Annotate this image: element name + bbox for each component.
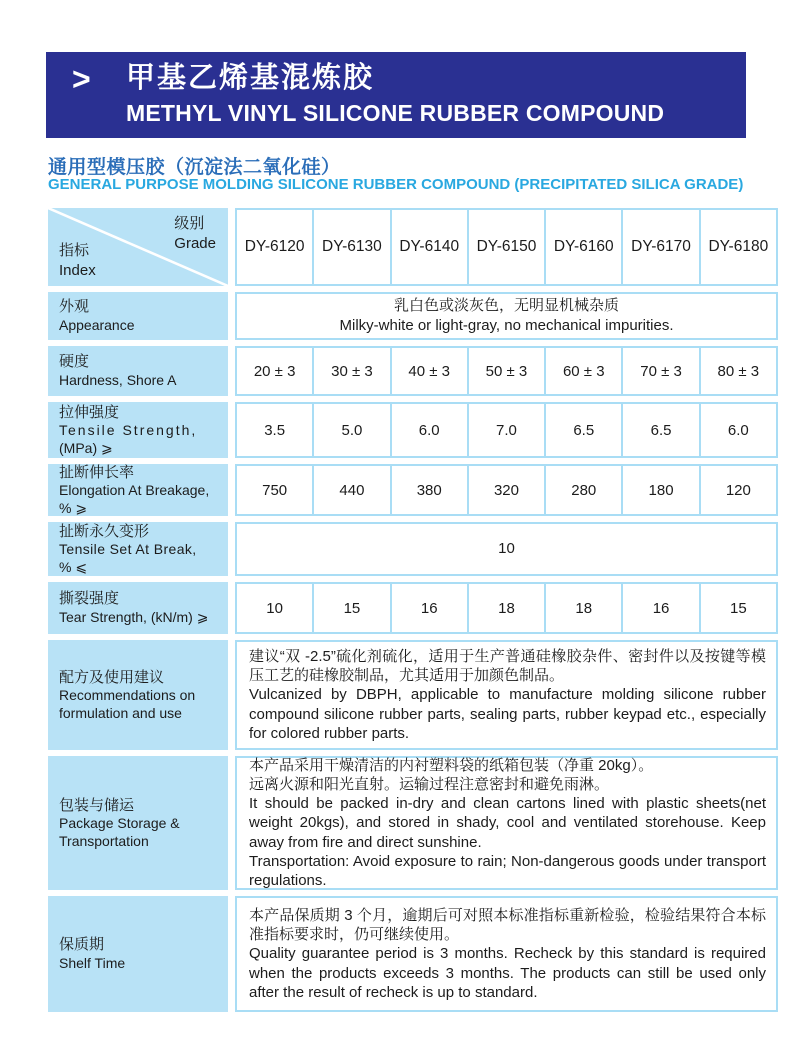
row-values-box xyxy=(235,464,778,516)
recommendations-text-en: Vulcanized by DBPH, applicable to manufacture molding silicone rubber compound silicone rubber parts, sealing parts, rubber keypad etc., especially for colored rubber parts. xyxy=(249,686,766,742)
row-label-en: Elongation At Breakage, xyxy=(59,481,210,498)
table-row-recommendations xyxy=(48,640,778,750)
shelf-text-cn: 本产品保质期 3 个月，逾期后可对照本标准指标重新检验，检验结果符合本标准指标要求时，仍可继续使用。 xyxy=(249,907,766,944)
row-label-unit: % ⩽ xyxy=(59,558,88,575)
row-values-box xyxy=(235,346,778,396)
row-label-cn: 撕裂强度 xyxy=(59,590,120,608)
package-text xyxy=(237,758,776,888)
corner-index-cn: 指标 xyxy=(59,242,90,259)
product-title-en: METHYL VINYL SILICONE RUBBER COMPOUND xyxy=(126,100,665,126)
row-text-box xyxy=(235,640,778,750)
row-text-box xyxy=(235,756,778,890)
package-text-cn-2: 远离火源和阳光直射。运输过程注意密封和避免雨淋。 xyxy=(249,776,610,794)
row-label xyxy=(48,464,228,516)
value-cell: 18 xyxy=(467,584,544,632)
appearance-value-en: Milky-white or light-gray, no mechanical impurities. xyxy=(339,317,674,334)
row-values-box xyxy=(235,292,778,340)
shelf-text xyxy=(237,898,776,1010)
row-label xyxy=(48,292,228,340)
appearance-value xyxy=(237,294,776,338)
value-cell: 6.5 xyxy=(544,404,621,456)
value-cell: 10 xyxy=(266,599,283,617)
package-text-en-2: Transportation: Avoid exposure to rain; Non-dangerous goods under transport regulations. xyxy=(249,852,766,889)
row-label-cn: 配方及使用建议 xyxy=(59,668,165,686)
value-cell: 6.0 xyxy=(390,404,467,456)
corner-grade-en: Grade xyxy=(174,234,216,252)
table-row-tear-strength xyxy=(48,582,778,634)
corner-grade-cn: 级别 xyxy=(174,215,205,232)
row-label-en: Recommendations on formulation and use xyxy=(59,686,196,721)
value-cell: 6.0 xyxy=(699,404,776,456)
value-cell: 70 ± 3 xyxy=(621,348,698,394)
value-cell: 120 xyxy=(699,466,776,514)
row-label-cn: 扯断永久变形 xyxy=(59,522,150,540)
row-label-en: Tensile Strength, xyxy=(59,421,198,438)
section-title-cn: 通用型模压胶（沉淀法二氧化硅） xyxy=(48,157,341,178)
grade-header: DY-6180 xyxy=(699,210,776,284)
product-title-cn: 甲基乙烯基混炼胶 xyxy=(126,62,375,94)
value-cell: 180 xyxy=(621,466,698,514)
value-cell: 380 xyxy=(390,466,467,514)
grade-header: DY-6160 xyxy=(544,210,621,284)
value-cell: 750 xyxy=(262,481,288,499)
appearance-value-cn: 乳白色或淡灰色，无明显机械杂质 xyxy=(393,296,619,314)
row-label-en: Hardness, Shore A xyxy=(59,371,177,388)
row-label-en: Appearance xyxy=(59,316,135,333)
grade-header: DY-6120 xyxy=(244,238,305,255)
value-cell: 15 xyxy=(312,584,389,632)
grade-header: DY-6130 xyxy=(312,210,389,284)
corner-grade-label xyxy=(174,214,216,253)
row-label-cn: 扯断伸长率 xyxy=(59,463,135,481)
value-cell: 5.0 xyxy=(312,404,389,456)
grade-header: DY-6140 xyxy=(390,210,467,284)
value-cell: 20 ± 3 xyxy=(253,362,296,380)
value-cell: 80 ± 3 xyxy=(699,348,776,394)
row-label-cn: 拉伸强度 xyxy=(59,403,120,421)
corner-cell xyxy=(48,208,228,286)
row-label xyxy=(48,346,228,396)
value-cell: 50 ± 3 xyxy=(467,348,544,394)
row-values-box xyxy=(235,522,778,576)
grade-header-box xyxy=(235,208,778,286)
row-values-box xyxy=(235,402,778,458)
table-row-appearance xyxy=(48,292,778,340)
value-cell: 18 xyxy=(544,584,621,632)
value-cell: 60 ± 3 xyxy=(544,348,621,394)
row-label xyxy=(48,640,228,750)
table-row-shelf-time xyxy=(48,896,778,1012)
table-row-tensile-set xyxy=(48,522,778,576)
row-label-unit: % ⩾ xyxy=(59,499,88,516)
row-label xyxy=(48,522,228,576)
value-cell: 40 ± 3 xyxy=(390,348,467,394)
recommendations-text-cn: 建议“双 -2.5”硫化剂硫化，适用于生产普通硅橡胶杂件、密封件以及按键等模压工艺的硅橡胶制品，尤其适用于加颜色制品。 xyxy=(249,648,766,685)
value-cell: 30 ± 3 xyxy=(312,348,389,394)
tensile-set-value: 10 xyxy=(498,539,515,557)
row-text-box xyxy=(235,896,778,1012)
row-label xyxy=(48,582,228,634)
row-values-box xyxy=(235,582,778,634)
row-label-cn: 外观 xyxy=(59,298,90,316)
value-cell: 15 xyxy=(699,584,776,632)
grade-header: DY-6170 xyxy=(621,210,698,284)
row-label-cn: 包装与储运 xyxy=(59,796,135,814)
value-cell: 6.5 xyxy=(621,404,698,456)
row-label xyxy=(48,402,228,458)
value-cell: 280 xyxy=(544,466,621,514)
row-label-en: Shelf Time xyxy=(59,954,126,971)
package-text-cn-1: 本产品采用干燥清洁的内衬塑料袋的纸箱包装（净重 20kg）。 xyxy=(249,757,654,775)
row-label-cn: 保质期 xyxy=(59,936,105,954)
table-row-hardness xyxy=(48,346,778,396)
value-cell: 3.5 xyxy=(264,421,286,439)
section-title-en: GENERAL PURPOSE MOLDING SILICONE RUBBER COMPOUND (PRECIPITATED SILICA GRADE) xyxy=(48,176,744,193)
product-banner xyxy=(46,52,746,138)
value-cell: 16 xyxy=(390,584,467,632)
table-row-package xyxy=(48,756,778,890)
row-label-cn: 硬度 xyxy=(59,353,90,371)
value-cell: 7.0 xyxy=(467,404,544,456)
table-row-elongation xyxy=(48,464,778,516)
value-cell: 440 xyxy=(312,466,389,514)
corner-index-label xyxy=(59,241,96,280)
grade-header: DY-6150 xyxy=(467,210,544,284)
table-row-tensile-strength xyxy=(48,402,778,458)
shelf-text-en: Quality guarantee period is 3 months. Recheck by this standard is required when the products exceeds 3 months. The products can still be used only after the result of recheck is up to standard. xyxy=(249,945,766,1001)
table-row-header xyxy=(48,208,778,286)
spec-table xyxy=(48,208,778,1012)
value-cell: 16 xyxy=(621,584,698,632)
value-cell: 320 xyxy=(467,466,544,514)
recommendations-text xyxy=(237,642,776,748)
row-label xyxy=(48,756,228,890)
chevron-icon: > xyxy=(72,61,91,97)
row-label xyxy=(48,896,228,1012)
package-text-en-1: It should be packed in-dry and clean cartons lined with plastic sheets(net weight 20kgs), and stored in shady, cool and ventilated storehouse. Keep away from fire and direct sunshine. xyxy=(249,795,766,851)
corner-index-en: Index xyxy=(59,261,96,279)
row-label-en: Tensile Set At Break, xyxy=(59,540,197,557)
row-label-unit: (MPa) ⩾ xyxy=(59,439,113,456)
row-label-en: Package Storage & Transportation xyxy=(59,814,180,849)
row-label-en: Tear Strength, (kN/m) ⩾ xyxy=(59,608,209,625)
